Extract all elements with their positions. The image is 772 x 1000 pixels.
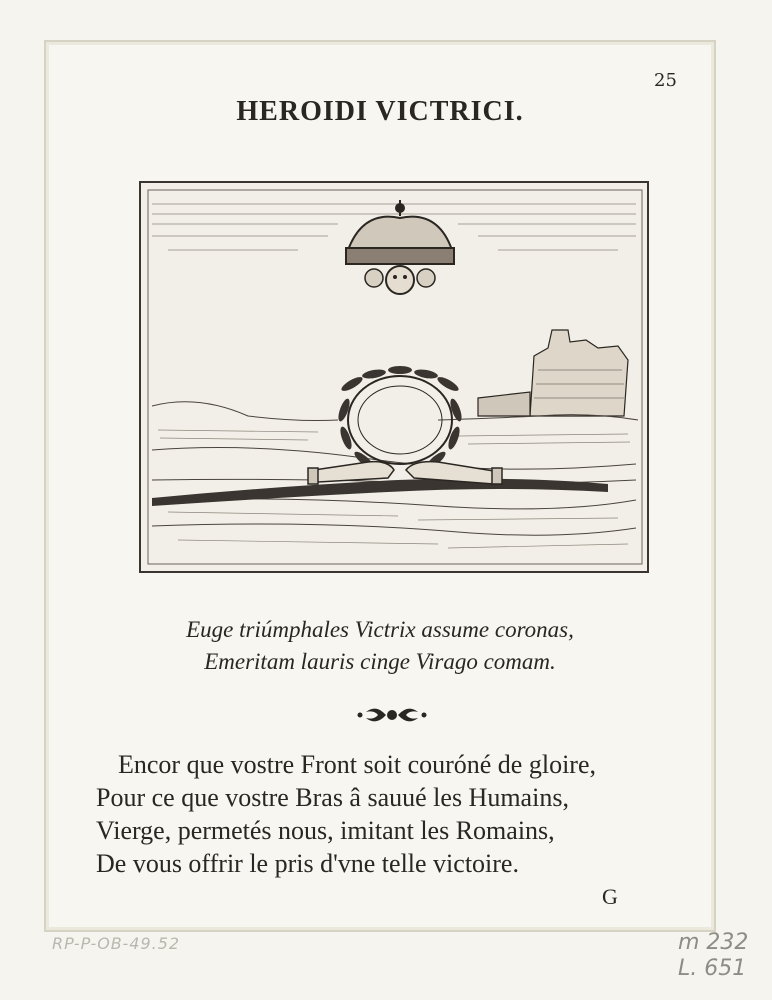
page-number: 25 (654, 70, 677, 91)
french-verse-line: De vous offrir le pris d'vne telle victoire. (96, 849, 519, 878)
catalog-number: RP-P-OB-49.52 (52, 934, 181, 953)
page-title: HEROIDI VICTRICI. (236, 96, 524, 127)
french-verse (96, 748, 696, 880)
french-verse-line: Pour ce que vostre Bras â sauué les Humains, (96, 783, 569, 812)
pencil-annotation (678, 930, 768, 982)
french-verse-line: Vierge, permetés nous, imitant les Romains, (96, 816, 555, 845)
latin-verse-line: Emeritam lauris cinge Virago comam. (204, 649, 556, 674)
pencil-annotation-line: m 232 (678, 930, 749, 955)
signature-letter: G (602, 884, 618, 909)
latin-verse-line: Euge triúmphales Victrix assume coronas, (186, 617, 574, 642)
fleuron-icon (356, 702, 428, 728)
french-verse-line: Encor que vostre Front soit couróné de gloire, (118, 750, 596, 779)
latin-verse (100, 614, 660, 678)
pencil-annotation-line: L. 651 (678, 956, 747, 981)
emblem-engraving (138, 180, 650, 574)
